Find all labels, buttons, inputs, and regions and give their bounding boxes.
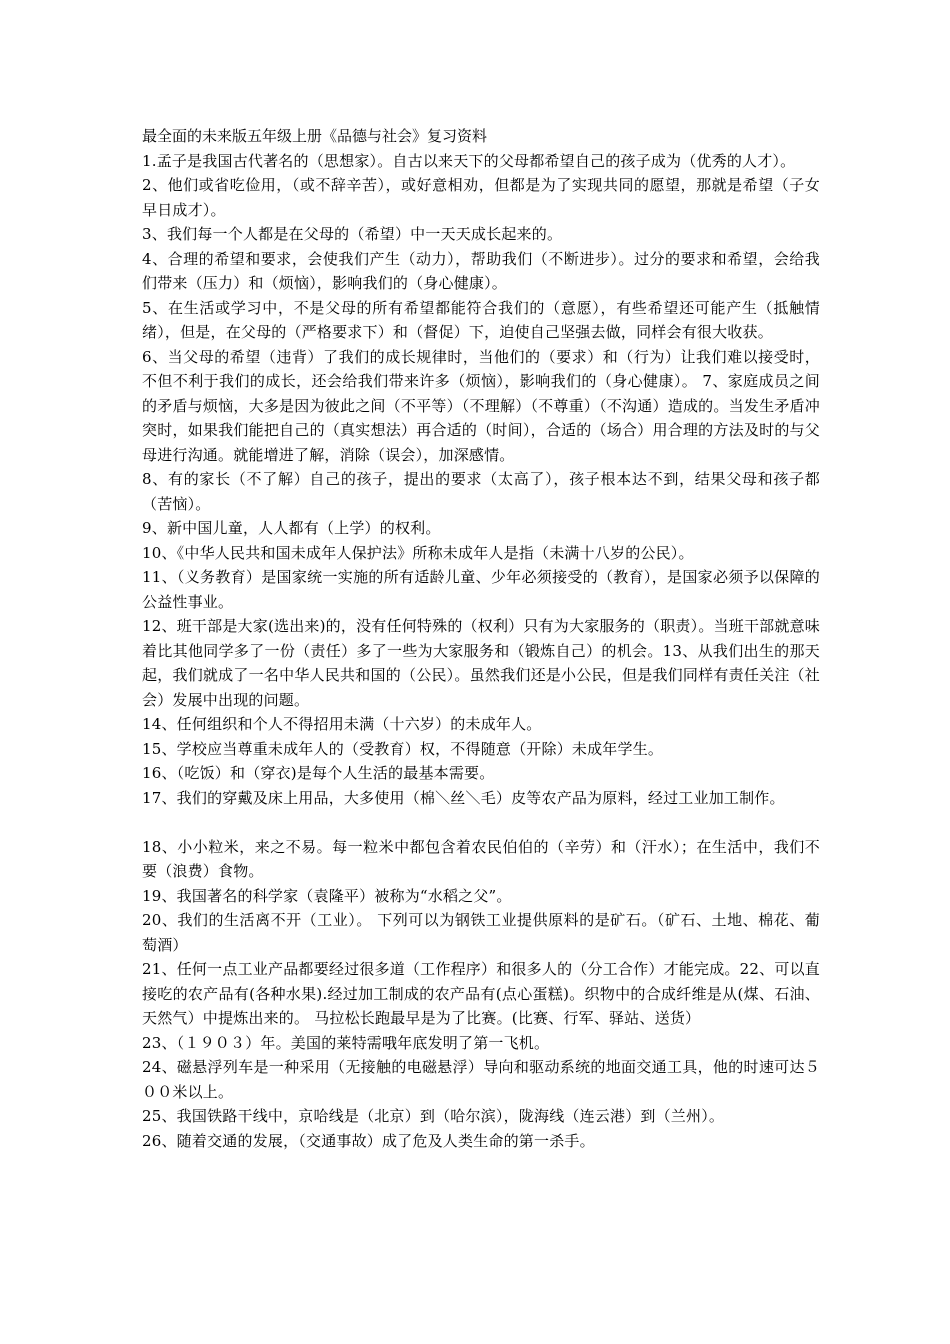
paragraph-2: 2、他们或省吃俭用，（或不辞辛苦），或好意相劝，但都是为了实现共同的愿望，那就是希望（子女早日成才）。 xyxy=(142,176,820,219)
paragraph-1: 1.孟子是我国古代著名的（思想家）。自古以来天下的父母都希望自己的孩子成为（优秀的人才）。 xyxy=(142,151,796,170)
paragraph-26: 26、随着交通的发展，（交通事故）成了危及人类生命的第一杀手。 xyxy=(142,1131,595,1150)
paragraph-17: 17、我们的穿戴及床上用品，大多使用（棉＼丝＼毛）皮等农产品为原料，经过工业加工制作。 xyxy=(142,788,785,807)
document-title: 最全面的未来版五年级上册《品德与社会》复习资料 xyxy=(142,127,488,145)
paragraph-19: 19、我国著名的科学家（袁隆平）被称为“水稻之父”。 xyxy=(142,886,512,905)
paragraph-20: 20、我们的生活离不开（工业）。 下列可以为钢铁工业提供原料的是矿石。（矿石、土地、棉花、葡萄酒） xyxy=(142,911,820,954)
paragraph-16: 16、（吃饭）和（穿衣)是每个人生活的最基本需要。 xyxy=(142,764,495,782)
paragraph-14: 14、任何组织和个人不得招用未满（十六岁）的未成年人。 xyxy=(142,715,542,733)
paragraph-25: 25、我国铁路干线中，京哈线是（北京）到（哈尔滨），陇海线（连云港）到（兰州）。 xyxy=(142,1107,725,1125)
paragraph-4: 4、合理的希望和要求，会使我们产生（动力），帮助我们（不断进步）。过分的要求和希望，会给我们带来（压力）和（烦恼），影响我们的（身心健康）。 xyxy=(142,249,820,292)
paragraph-23: 23、（１９０３）年。美国的莱特需哦年底发明了第一飞机。 xyxy=(142,1033,550,1052)
paragraph-24: 24、磁悬浮列车是一种采用（无接触的电磁悬浮）导向和驱动系统的地面交通工具，他的时速可达５００米以上。 xyxy=(142,1058,820,1101)
paragraph-10: 10、《中华人民共和国未成年人保护法》所称未成年人是指（未满十八岁的公民）。 xyxy=(142,543,694,562)
paragraph-11: 11、（义务教育）是国家统一实施的所有适龄儿童、少年必须接受的（教育），是国家必须予以保障的公益性事业。 xyxy=(142,568,820,611)
paragraph-18: 18、小小粒米，来之不易。每一粒米中都包含着农民伯伯的（辛劳）和（汗水）；在生活中，我们不要（浪费）食物。 xyxy=(142,837,820,880)
paragraph-3: 3、我们每一个人都是在父母的（希望）中一天天成长起来的。 xyxy=(142,225,563,243)
paragraph-5: 5、在生活或学习中，不是父母的所有希望都能符合我们的（意愿），有些希望还可能产生（抵触情绪），但是，在父母的（严格要求下）和（督促）下，迫使自己坚强去做，同样会有很大收获。 xyxy=(142,298,820,341)
paragraph-15: 15、学校应当尊重未成年人的（受教育）权，不得随意（开除）未成年学生。 xyxy=(142,739,664,758)
paragraph-9: 9、新中国儿童，人人都有（上学）的权利。 xyxy=(142,519,441,537)
paragraph-6-7: 6、当父母的希望（违背）了我们的成长规律时，当他们的（要求）和（行为）让我们难以接受时，不但不利于我们的成长，还会给我们带来许多（烦恼），影响我们的（身心健康）。 7、家庭成员之间的矛盾与烦恼，大多是因为彼此之间（不平等）（不理解）（不尊重）（不沟通）造成的。当发生矛盾冲突时，如果我们能把自己的（真实想法）再合适的（时间），合适的（场合）用合理的方法及时的与父母进行沟通。就能增进了解，消除（误会），加深感情。 xyxy=(142,347,820,464)
document-page xyxy=(142,124,820,1153)
paragraph-8: 8、有的家长（不了解）自己的孩子，提出的要求（太高了），孩子根本达不到，结果父母和孩子都（苦恼）。 xyxy=(142,470,820,513)
paragraph-12-13: 12、班干部是大家(选出来)的，没有任何特殊的（权利）只有为大家服务的（职责）。当班干部就意味着比其他同学多了一份（责任）多了一些为大家服务和（锻炼自己）的机会。13、从我们出生的那天起，我们就成了一名中华人民共和国的（公民）。虽然我们还是小公民，但是我们同样有责任关注（社会）发展中出现的问题。 xyxy=(142,617,820,709)
paragraph-21-22: 21、任何一点工业产品都要经过很多道（工作程序）和很多人的（分工合作）才能完成。22、可以直接吃的农产品有(各种水果).经过加工制成的农产品有(点心蛋糕)。织物中的合成纤维是从(煤、石油、天然气）中提炼出来的。 马拉松长跑最早是为了比赛。(比赛、行军、驿站、送货） xyxy=(142,960,820,1027)
